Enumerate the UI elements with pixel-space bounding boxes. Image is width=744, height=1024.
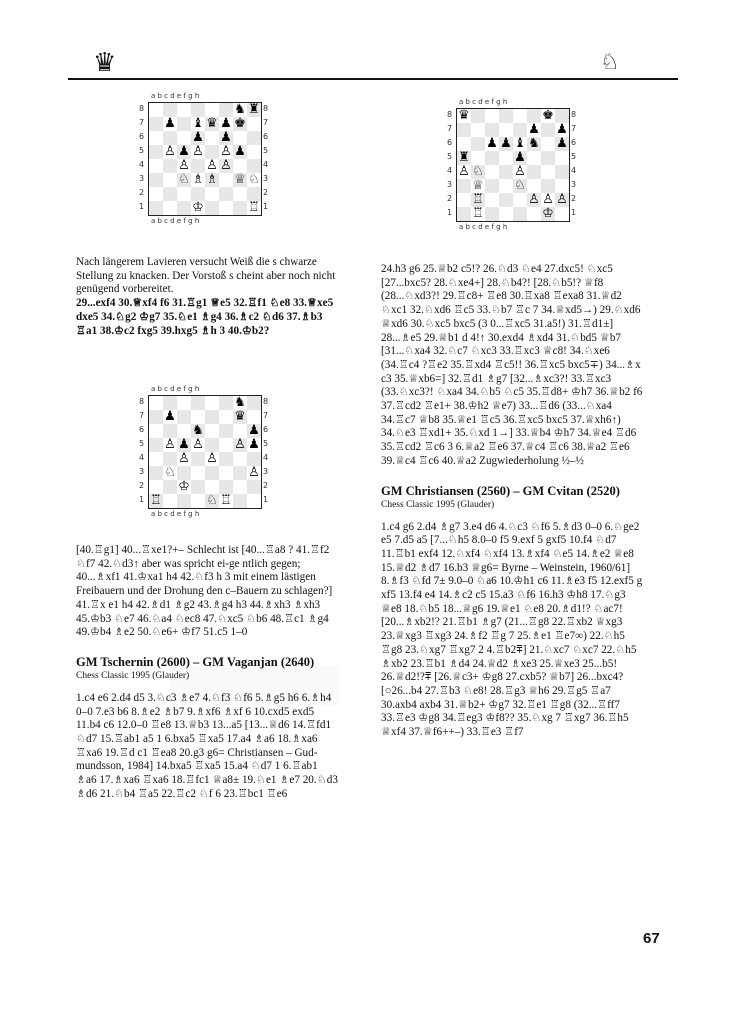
board-rank-label: 2 xyxy=(139,481,145,490)
chess-piece: ♙ xyxy=(220,158,232,173)
annotation-text-2: [40.♖g1] 40...♖xe1?+– Schlecht ist [40...♖a8 ? 41.♖f2 ♘f7 42.♘d3↑ aber was spricht ei-ge ntlich gegen; 40...♗xf1 41.♔xa1 h4 42.♘f3 h 3 mit einem lästigen Freibauern und der Drohung den c–Bauern zu schlagen?] 41.♖x e1 h4 42.♗d1 ♗g2 43.♗g4 h3 44.♗xh3 ♗xh3 45.♔b3 ♘e7 46.♘a4 ♘ec8 47.♘xc5 ♘b6 48.♖c1 ♗g4 49.♔b4 ♗e2 50.♘e6+ ♔f7 51.c5 1–0 xyxy=(76,544,333,639)
chess-piece: ♔ xyxy=(192,200,204,215)
board-rank-label: 5 xyxy=(263,439,269,448)
board-rank-label: 7 xyxy=(263,411,269,420)
chess-piece: ♟ xyxy=(164,116,176,131)
board-rank-label: 3 xyxy=(139,174,145,183)
board-square xyxy=(191,396,205,410)
chess-piece: ♟ xyxy=(248,423,260,438)
board-square xyxy=(149,438,163,452)
board-square xyxy=(205,438,219,452)
chess-piece: ♟ xyxy=(178,437,190,452)
right-column xyxy=(381,263,643,740)
board-square xyxy=(219,452,233,466)
game-subtitle-right: Chess Classic 1995 (Glauder) xyxy=(381,499,495,510)
chess-piece: ♟ xyxy=(178,144,190,159)
board-file-labels-bottom: a b c d e f g h xyxy=(151,217,200,225)
board-square xyxy=(191,187,205,201)
board-rank-label: 4 xyxy=(571,166,577,175)
board-rank-label: 2 xyxy=(447,194,453,203)
chess-piece: ♚ xyxy=(542,108,554,123)
chess-piece: ♝ xyxy=(514,136,526,151)
chess-piece: ♜ xyxy=(248,102,260,117)
board-rank-label: 1 xyxy=(263,202,269,211)
chess-piece: ♙ xyxy=(248,465,260,480)
board-square xyxy=(149,173,163,187)
board-square xyxy=(555,165,569,179)
annotation-text-right: 24.h3 g6 25.♕b2 c5!? 26.♘d3 ♘e4 27.dxc5! ♘xc5 [27...bxc5? 28.♘xe4+] 28.♘b4?! [28.♘b5!? ♕f8 (28...♘xd3?! 29.♖c8+ ♖e8 30.♖xa8 ♖exa8 31.♕d2 ♘xc1 32.♘xd6 ♖c5 33.♘b7 ♖c 7 34.♕xd5→) 29.♘xd6 ♕xd6 30.♘xc5 bxc5 (3 0...♖xc5 31.a5!) 31.♖d1±] 28...♗e5 29.♕b1 d 4!↑ 30.exd4 ♗xd4 31.♘bd5 ♕b7 [31...♘xa4 32.♘c7 ♘xc3 33.♖xc3 ♕c8! 34.♘xe6 (34.♖c4 ?♖e2 35.♖xd4 ♖c5!! 36.♖xc5 bxc5∓) 34...♗x c3 35.♕xb6=] 32.♖d1 ♗g7 [32...♗xc3?! 33.♖xc3 (33.♘xc3?! ♘xa4 34.♘b5 ♘c5 35.♖d8+ ♔h7 36.♕b2 f6 37.♖cd2 ♖e1+ 38.♔h2 ♕e7) 33...♖d6 (33...♘xa4 34.♖c7 ♕b8 35.♕e1 ♖c5 36.♖xc5 bxc5 37.♕xh6↑) 34.♘e3 ♖xd1+ 35.♘xd 1→] 33.♕b4 ♔h7 34.♕e4 ♖d6 35.♖cd2 ♖c6 3 6.♕a2 ♖e6 37.♕c4 ♖c6 38.♕a2 ♖e6 39.♕c4 ♖c6 40.♕a2 Zugwiederholung ½–½ xyxy=(381,263,643,467)
board-square xyxy=(485,151,499,165)
chess-piece: ♙ xyxy=(164,144,176,159)
board-square xyxy=(471,109,485,123)
board-square xyxy=(541,123,555,137)
chess-piece: ♙ xyxy=(178,158,190,173)
chess-piece: ♞ xyxy=(234,102,246,117)
board-rank-label: 4 xyxy=(139,453,145,462)
board-rank-label: 1 xyxy=(447,208,453,217)
board-square xyxy=(205,201,219,215)
board-rank-label: 2 xyxy=(571,194,577,203)
board-file-labels-top: a b c d e f g h xyxy=(151,92,200,100)
chess-piece: ♙ xyxy=(458,164,470,179)
board-square xyxy=(163,131,177,145)
board-square xyxy=(233,466,247,480)
chess-piece: ♘ xyxy=(178,172,190,187)
board-square xyxy=(247,187,261,201)
queen-icon: ♛ xyxy=(93,48,117,78)
chess-piece: ♙ xyxy=(206,158,218,173)
board-square xyxy=(555,109,569,123)
annotation-text: Nach längerem Lavieren versucht Weiß die s chwarze Stellung zu knacken. Der Vorstoß s cheint aber noch nicht genügend vorbereitet. xyxy=(76,256,336,296)
chess-piece: ♙ xyxy=(234,437,246,452)
board-square xyxy=(219,396,233,410)
game-title-tschernin-vaganjan: GM Tschernin (2600) – GM Vaganjan (2640) xyxy=(76,654,315,669)
header-rule xyxy=(68,78,678,80)
board-rank-label: 6 xyxy=(139,425,145,434)
board-rank-label: 4 xyxy=(263,453,269,462)
board-square xyxy=(247,396,261,410)
chess-piece: ♙ xyxy=(192,437,204,452)
chess-piece: ♙ xyxy=(164,437,176,452)
board-square xyxy=(513,207,527,221)
board-square xyxy=(205,466,219,480)
board-file-labels-bottom: a b c d e f g h xyxy=(151,510,200,518)
board-square xyxy=(177,410,191,424)
board-square xyxy=(191,480,205,494)
board-square xyxy=(205,410,219,424)
board-square xyxy=(149,466,163,480)
chess-piece: ♟ xyxy=(556,136,568,151)
board-rank-label: 8 xyxy=(447,110,453,119)
chess-piece: ♙ xyxy=(514,164,526,179)
board-rank-label: 7 xyxy=(263,118,269,127)
knight-icon: ♘ xyxy=(600,50,620,75)
chess-piece: ♜ xyxy=(458,150,470,165)
board-square xyxy=(247,480,261,494)
chess-piece: ♕ xyxy=(234,172,246,187)
board-file-labels-top: a b c d e f g h xyxy=(151,385,200,393)
chess-piece: ♞ xyxy=(528,136,540,151)
board-rank-label: 7 xyxy=(447,124,453,133)
board-rank-label: 3 xyxy=(139,467,145,476)
board-square xyxy=(149,410,163,424)
board-square xyxy=(191,159,205,173)
game-moves-right: 1.c4 g6 2.d4 ♗g7 3.e4 d6 4.♘c3 ♘f6 5.♗d3 0–0 6.♘ge2 e5 7.d5 a5 [7...♘h5 8.0–0 f5 9.exf 5 gxf5 10.f4 ♘d7 11.♖b1 exf4 12.♘xf4 ♘xf4 13.♗xf4 ♘e5 14.♗e2 ♕e8 15.♕d2 ♗d7 16.b3 ♕g6= Byrne – Weinstein, 1960/61] 8.♗f3 ♘fd 7± 9.0–0 ♘a6 10.♔h1 c6 11.♗e3 f5 12.exf5 g xf5 13.f4 e4 14.♗c2 c5 15.a3 ♘f6 16.h3 ♔h8 17.♘g3 ♕e8 18.♘b5 18...♕g6 19.♕e1 ♘e8 20.♗d1!? ♘ac7! [20...♗xb2!? 21.♖b1 ♗g7 (21...♖g8 22.♖xb2 ♕xg3 23.♕xg3 ♖xg3 24.♗f2 ♖g 7 25.♗e1 ♖e7∞) 22.♘h5 ♖g8 23.♘xg7 ♖xg7 2 4.♖b2⩱] 21.♘xc7 ♘xc7 22.♘h5 ♗xb2 23.♖b1 ♗d4 24.♕d2 ♗xe3 25.♕xe3 25...b5! 26.♕d2!?⩱ [26.♕c3+ ♔g8 27.cxb5? ♕b7] 26...bxc4? [○26...b4 27.♖b3 ♘e8! 28.♖g3 ♕h6 29.♖g5 ♖a7 30.axb4 axb4 31.♕b2+ ♔g7 32.♖e1 ♖g8 (32...♖ff7 33.♖e3 ♔g8 34.♖eg3 ♔f8?? 35.♘xg 7 ♖xg7 36.♖h5 ♕xf4 37.♕f6++–) 33.♖e3 ♖f7 xyxy=(381,520,643,739)
chess-piece: ♙ xyxy=(220,144,232,159)
board-rank-label: 5 xyxy=(263,146,269,155)
board-square xyxy=(541,151,555,165)
board-square xyxy=(163,480,177,494)
board-square xyxy=(163,103,177,117)
board-rank-label: 7 xyxy=(571,124,577,133)
board-rank-label: 8 xyxy=(263,397,269,406)
board-rank-label: 1 xyxy=(263,495,269,504)
left-column xyxy=(76,256,338,338)
board-square xyxy=(149,117,163,131)
board-square xyxy=(247,159,261,173)
chess-piece: ♟ xyxy=(500,136,512,151)
chess-piece: ♕ xyxy=(472,178,484,193)
board-square xyxy=(457,123,471,137)
board-square xyxy=(219,424,233,438)
chess-piece: ♖ xyxy=(472,192,484,207)
board-rank-label: 6 xyxy=(571,138,577,147)
chess-board xyxy=(148,395,262,509)
board-rank-label: 3 xyxy=(263,174,269,183)
chess-piece: ♖ xyxy=(472,206,484,221)
chess-piece: ♚ xyxy=(234,116,246,131)
board-square xyxy=(527,165,541,179)
move-sequence: 29...exf4 30.♕xf4 f6 31.♖g1 ♕e5 32.♖f1 ♘e8 33.♕xe5 dxe5 34.♘g2 ♔g7 35.♘e1 ♗g4 36.♗c2 ♘d6 37.♗b3 ♖a1 38.♔c2 fxg5 39.hxg5 ♗h 3 40.♔b2? xyxy=(76,297,334,337)
chess-piece: ♙ xyxy=(528,192,540,207)
chess-piece: ♔ xyxy=(542,206,554,221)
board-square xyxy=(149,201,163,215)
chess-piece: ♛ xyxy=(458,108,470,123)
chess-piece: ♘ xyxy=(164,465,176,480)
board-square xyxy=(163,424,177,438)
board-square xyxy=(541,179,555,193)
page-number: 67 xyxy=(643,930,660,947)
chess-piece: ♙ xyxy=(178,451,190,466)
board-rank-label: 3 xyxy=(571,180,577,189)
board-rank-label: 4 xyxy=(447,166,453,175)
board-rank-label: 5 xyxy=(447,152,453,161)
board-square xyxy=(177,466,191,480)
board-rank-label: 6 xyxy=(139,132,145,141)
board-square xyxy=(485,123,499,137)
chess-board xyxy=(148,102,262,216)
chess-piece: ♘ xyxy=(248,172,260,187)
board-rank-label: 3 xyxy=(263,467,269,476)
chess-piece: ♘ xyxy=(472,164,484,179)
board-square xyxy=(513,123,527,137)
chess-piece: ♟ xyxy=(220,130,232,145)
board-square xyxy=(163,396,177,410)
board-square xyxy=(457,207,471,221)
board-square xyxy=(177,201,191,215)
board-rank-label: 6 xyxy=(447,138,453,147)
board-square xyxy=(219,480,233,494)
board-rank-label: 8 xyxy=(139,104,145,113)
board-rank-label: 8 xyxy=(571,110,577,119)
board-rank-label: 3 xyxy=(447,180,453,189)
chess-piece: ♟ xyxy=(192,130,204,145)
chess-piece: ♙ xyxy=(556,192,568,207)
board-square xyxy=(219,103,233,117)
chess-piece: ♟ xyxy=(514,150,526,165)
chess-piece: ♟ xyxy=(220,116,232,131)
board-square xyxy=(191,452,205,466)
board-rank-label: 8 xyxy=(139,397,145,406)
chess-piece: ♞ xyxy=(192,423,204,438)
chess-piece: ♟ xyxy=(528,122,540,137)
board-square xyxy=(247,452,261,466)
chess-board xyxy=(456,108,570,222)
board-rank-label: 6 xyxy=(263,425,269,434)
game-subtitle: Chess Classic 1995 (Glauder) xyxy=(76,670,190,681)
board-rank-label: 7 xyxy=(139,118,145,127)
board-rank-label: 8 xyxy=(263,104,269,113)
board-square xyxy=(527,109,541,123)
game-moves: 1.c4 e6 2.d4 d5 3.♘c3 ♗e7 4.♘f3 ♘f6 5.♗g5 h6 6.♗h4 0–0 7.e3 b6 8.♗e2 ♗b7 9.♗xf6 ♗xf 6 10.cxd5 exd5 11.b4 c6 12.0–0 ♖e8 13.♕b3 13...a5 [13...♕d6 14.♖fd1 ♘d7 15.♖ab1 a5 1 6.bxa5 ♖xa5 17.a4 ♗a6 18.♗xa6 ♖xa6 19.♖d c1 ♖ea8 20.g3 g6= Christiansen – Gud-mundsson, 1984] 14.bxa5 ♖xa5 15.a4 ♘d7 1 6.♖ab1 ♗a6 17.♗xa6 ♖xa6 18.♖fc1 ♕a8± 19.♘e1 ♗e7 20.♘d3 ♗d6 21.♘b4 ♖a5 22.♖c2 ♘f 6 23.♖bc1 ♖e6 xyxy=(76,691,338,800)
board-rank-label: 5 xyxy=(139,146,145,155)
chess-diagram-1 xyxy=(138,92,278,242)
board-square xyxy=(485,207,499,221)
chess-piece: ♗ xyxy=(206,172,218,187)
board-square xyxy=(149,145,163,159)
board-rank-label: 6 xyxy=(263,132,269,141)
chess-piece: ♛ xyxy=(206,116,218,131)
board-rank-label: 4 xyxy=(263,160,269,169)
chess-piece: ♖ xyxy=(150,493,162,508)
chess-piece: ♟ xyxy=(234,144,246,159)
left-column-2 xyxy=(76,544,338,802)
chess-piece: ♖ xyxy=(248,200,260,215)
chess-piece: ♟ xyxy=(164,409,176,424)
board-square xyxy=(247,131,261,145)
chess-piece: ♝ xyxy=(192,116,204,131)
board-square xyxy=(471,137,485,151)
board-square xyxy=(219,187,233,201)
chess-piece: ♘ xyxy=(514,178,526,193)
chess-diagram-3 xyxy=(138,385,278,535)
chess-piece: ♗ xyxy=(192,172,204,187)
board-rank-label: 2 xyxy=(139,188,145,197)
board-rank-label: 5 xyxy=(139,439,145,448)
board-rank-label: 1 xyxy=(139,495,145,504)
board-square xyxy=(177,494,191,508)
board-square xyxy=(177,117,191,131)
board-square xyxy=(163,452,177,466)
board-file-labels-top: a b c d e f g h xyxy=(459,98,508,106)
board-square xyxy=(205,145,219,159)
board-square xyxy=(163,159,177,173)
chess-piece: ♙ xyxy=(206,451,218,466)
chess-piece: ♟ xyxy=(556,122,568,137)
board-rank-label: 7 xyxy=(139,411,145,420)
chess-piece: ♖ xyxy=(220,493,232,508)
board-square xyxy=(485,179,499,193)
board-square xyxy=(457,179,471,193)
board-square xyxy=(499,193,513,207)
board-rank-label: 2 xyxy=(263,188,269,197)
chess-diagram-2 xyxy=(446,98,586,248)
chess-piece: ♙ xyxy=(192,144,204,159)
chess-piece: ♘ xyxy=(206,493,218,508)
board-square xyxy=(499,165,513,179)
board-rank-label: 5 xyxy=(571,152,577,161)
chess-piece: ♞ xyxy=(234,395,246,410)
board-file-labels-bottom: a b c d e f g h xyxy=(459,223,508,231)
chess-piece: ♔ xyxy=(178,479,190,494)
board-rank-label: 2 xyxy=(263,481,269,490)
board-rank-label: 1 xyxy=(571,208,577,217)
chess-piece: ♛ xyxy=(234,409,246,424)
chess-piece: ♟ xyxy=(486,136,498,151)
board-rank-label: 1 xyxy=(139,202,145,211)
board-rank-label: 4 xyxy=(139,160,145,169)
chess-piece: ♟ xyxy=(248,437,260,452)
board-square xyxy=(163,187,177,201)
game-title-christiansen-cvitan: GM Christiansen (2560) – GM Cvitan (2520) xyxy=(381,483,620,498)
board-square xyxy=(233,201,247,215)
board-square xyxy=(191,103,205,117)
chess-piece: ♙ xyxy=(542,192,554,207)
board-square xyxy=(499,109,513,123)
board-square xyxy=(233,494,247,508)
